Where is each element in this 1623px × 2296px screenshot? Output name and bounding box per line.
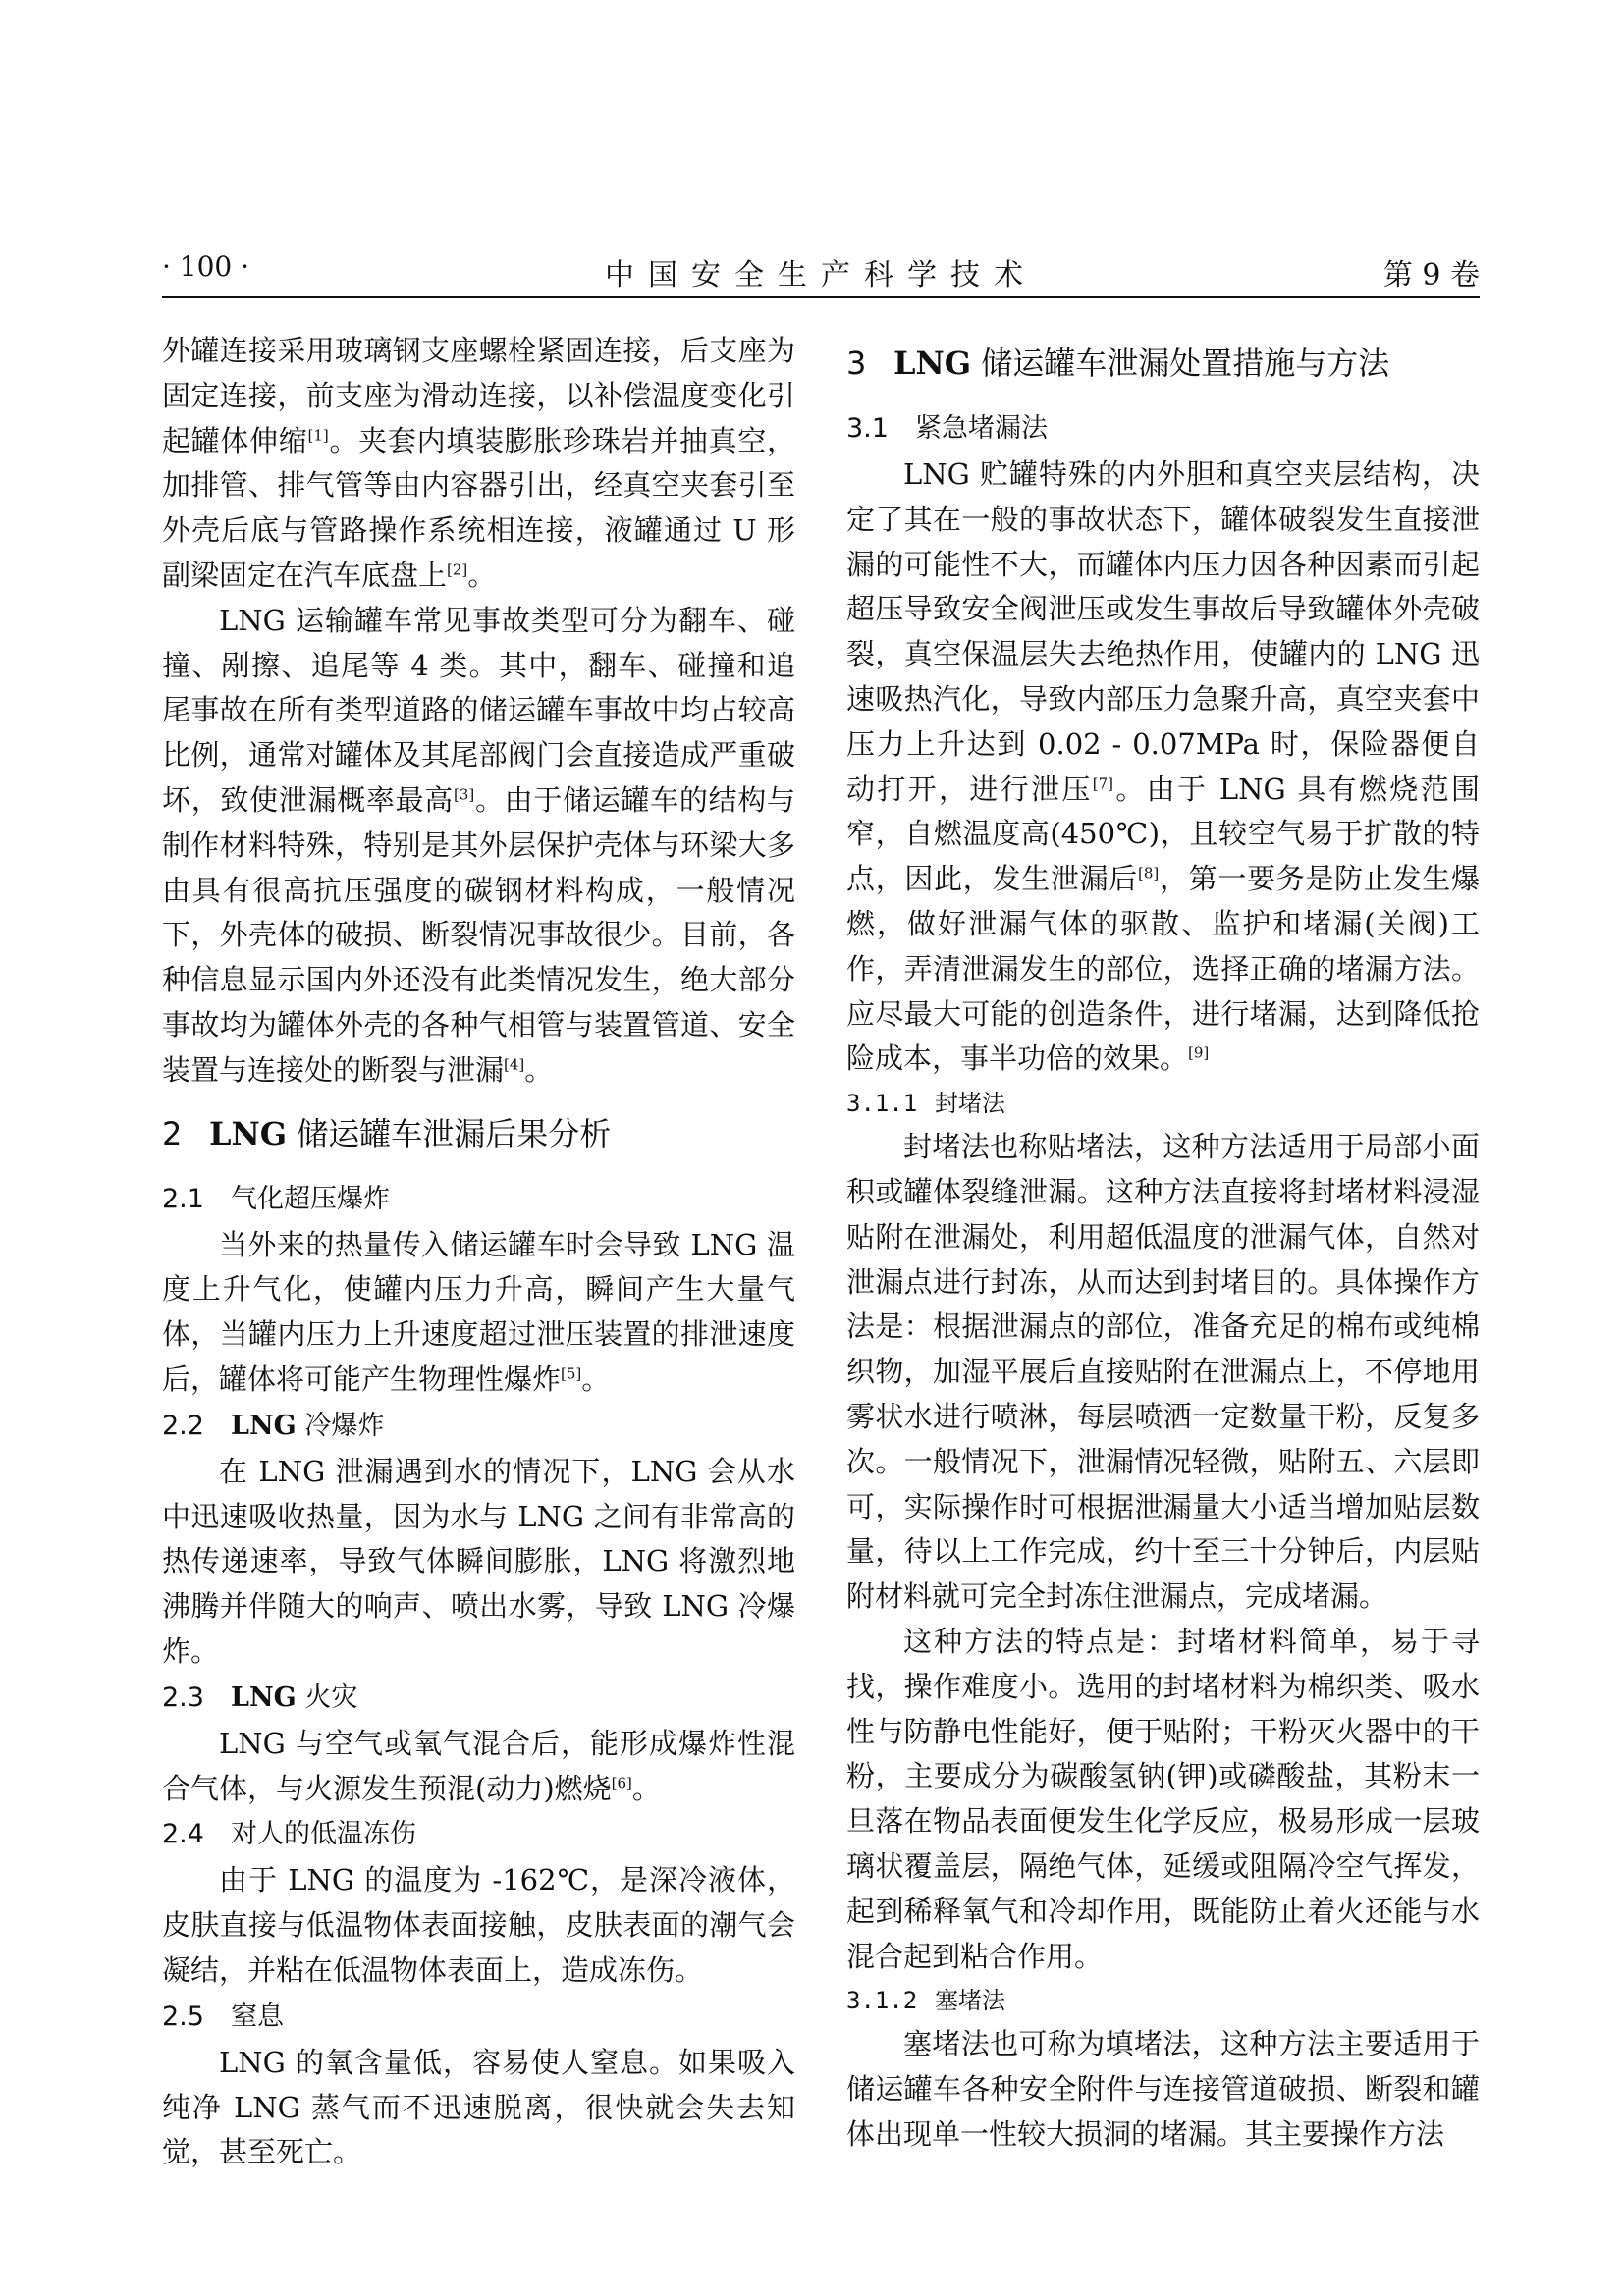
subsection-heading: 2.1 气化超压爆炸: [162, 1183, 390, 1214]
citation[interactable]: [2]: [447, 561, 468, 579]
subsection-heading: 2.5 窒息: [162, 2001, 284, 2032]
running-header: [162, 250, 1480, 294]
paragraph: 由于 LNG 的温度为 -162℃，是深冷液体，皮肤直接与低温物体表面接触，皮肤表面的潮气会凝结，并粘在低温物体表面上，造成冻伤。: [162, 1863, 795, 1987]
subsection-heading: 2.4 对人的低温冻伤: [162, 1819, 416, 1850]
citation[interactable]: [4]: [504, 1055, 525, 1074]
paragraph: 在 LNG 泄漏遇到水的情况下，LNG 会从水中迅速吸收热量，因为水与 LNG 之间有非常高的热传递速率，导致气体瞬间膨胀，LNG 将激烈地沸腾并伴随大的响声、喷出水雾，导致 LNG 冷爆炸。: [162, 1454, 795, 1668]
citation[interactable]: [9]: [1188, 1043, 1210, 1062]
citation[interactable]: [8]: [1138, 864, 1160, 882]
paragraph: 封堵法也称贴堵法，这种方法适用于局部小面积或罐体裂缝泄漏。这种方法直接将封堵材料浸湿贴附在泄漏处，利用超低温度的泄漏气体，自然对泄漏点进行封冻，从而达到封堵目的。具体操作方法是：根据泄漏点的部位，准备充足的棉布或纯棉织物，加湿平展后直接贴附在泄漏点上，不停地用雾状水进行喷淋，每层喷洒一定数量干粉，反复多次。一般情况下，泄漏情况轻微，贴附五、六层即可，实际操作时可根据泄漏量大小适当增加贴层数量，待以上工作完成，约十至三十分钟后，内层贴附材料就可完全封冻住泄漏点，完成堵漏。: [846, 1130, 1480, 1614]
paragraph: 外罐连接采用玻璃钢支座螺栓紧固连接，后支座为固定连接，前支座为滑动连接，以补偿温度变化引起罐体伸缩[1]。夹套内填装膨胀珍珠岩并抽真空，加排管、排气管等由内容器引出，经真空夹套引至外壳后底与管路操作系统相连接，液罐通过 U 形副梁固定在汽车底盘上[2]。: [162, 334, 795, 592]
paragraph: LNG 与空气或氧气混合后，能形成爆炸性混合气体，与火源发生预混(动力)燃烧[6]。: [162, 1726, 795, 1805]
citation[interactable]: [1]: [307, 425, 329, 444]
paragraph: LNG 贮罐特殊的内外胆和真空夹层结构，决定了其在一般的事故状态下，罐体破裂发生直接泄漏的可能性不大，而罐体内压力因各种因素而引起超压导致安全阀泄压或发生事故后导致罐体外壳破裂，真空保温层失去绝热作用，使罐内的 LNG 迅速吸热汽化，导致内部压力急聚升高，真空夹套中压力上升达到 0.02 - 0.07MPa 时，保险器便自动打开，进行泄压[7]。由于 LNG 具有燃烧范围窄，自燃温度高(450℃)，且较空气易于扩散的特点，因此，发生泄漏后[8]，第一要务是防止发生爆燃，做好泄漏气体的驱散、监护和堵漏(关阀)工作，弄清泄漏发生的部位，选择正确的堵漏方法。应尽最大可能的创造条件，进行堵漏，达到降低抢险成本，事半功倍的效果。[9]: [846, 457, 1480, 1076]
paragraph: LNG 的氧含量低，容易使人窒息。如果吸入纯净 LNG 蒸气而不迅速脱离，很快就会失去知觉，甚至死亡。: [162, 2045, 795, 2169]
paragraph: 塞堵法也可称为填堵法，这种方法主要适用于储运罐车各种安全附件与连接管道破损、断裂和罐体出现单一性较大损洞的堵漏。其主要操作方法: [846, 2027, 1480, 2151]
volume-label: 第 9 卷: [1382, 258, 1480, 293]
subsection-heading: 2.3 LNG 火灾: [162, 1682, 358, 1713]
paragraph: 这种方法的特点是：封堵材料简单，易于寻找，操作难度小。选用的封堵材料为棉织类、吸水性与防静电性能好，便于贴附；干粉灭火器中的干粉，主要成分为碳酸氢钠(钾)或磷酸盐，其粉末一旦落在物品表面便发生化学反应，极易形成一层玻璃状覆盖层，隔绝气体，延缓或阻隔冷空气挥发，起到稀释氧气和冷却作用，既能防止着火还能与水混合起到粘合作用。: [846, 1624, 1480, 1973]
citation[interactable]: [3]: [454, 785, 475, 804]
subsubsection-heading: 3.1.2 塞堵法: [846, 1987, 1005, 2015]
page-number: · 100 ·: [162, 250, 250, 283]
right-column: [846, 329, 1480, 2158]
section-heading: 2 LNG 储运罐车泄漏后果分析: [162, 1114, 612, 1152]
journal-title: 中国安全生产科学技术: [605, 258, 1037, 293]
left-column: [162, 329, 795, 2175]
section-heading: 3 LNG 储运罐车泄漏处置措施与方法: [846, 345, 1390, 382]
subsubsection-heading: 3.1.1 封堵法: [846, 1090, 1005, 1118]
paragraph: 当外来的热量传入储运罐车时会导致 LNG 温度上升气化，使罐内压力升高，瞬间产生大量气体，当罐内压力上升速度超过泄压装置的排泄速度后，罐体将可能产生物理性爆炸[5]。: [162, 1227, 795, 1396]
citation[interactable]: [5]: [561, 1364, 582, 1383]
citation[interactable]: [7]: [1092, 774, 1113, 792]
citation[interactable]: [6]: [611, 1773, 632, 1791]
header-rule: [162, 296, 1480, 298]
subsection-heading: 3.1 紧急堵漏法: [846, 413, 1048, 444]
subsection-heading: 2.2 LNG 冷爆炸: [162, 1410, 385, 1441]
paragraph: LNG 运输罐车常见事故类型可分为翻车、碰撞、剐擦、追尾等 4 类。其中，翻车、碰撞和追尾事故在所有类型道路的储运罐车事故中均占较高比例，通常对罐体及其尾部阀门会直接造成严重破坏，致使泄漏概率最高[3]。由于储运罐车的结构与制作材料特殊，特别是其外层保护壳体与环梁大多由具有很高抗压强度的碳钢材料构成，一般情况下，外壳体的破损、断裂情况事故很少。目前，各种信息显示国内外还没有此类情况发生，绝大部分事故均为罐体外壳的各种气相管与装置管道、安全装置与连接处的断裂与泄漏[4]。: [162, 603, 795, 1087]
